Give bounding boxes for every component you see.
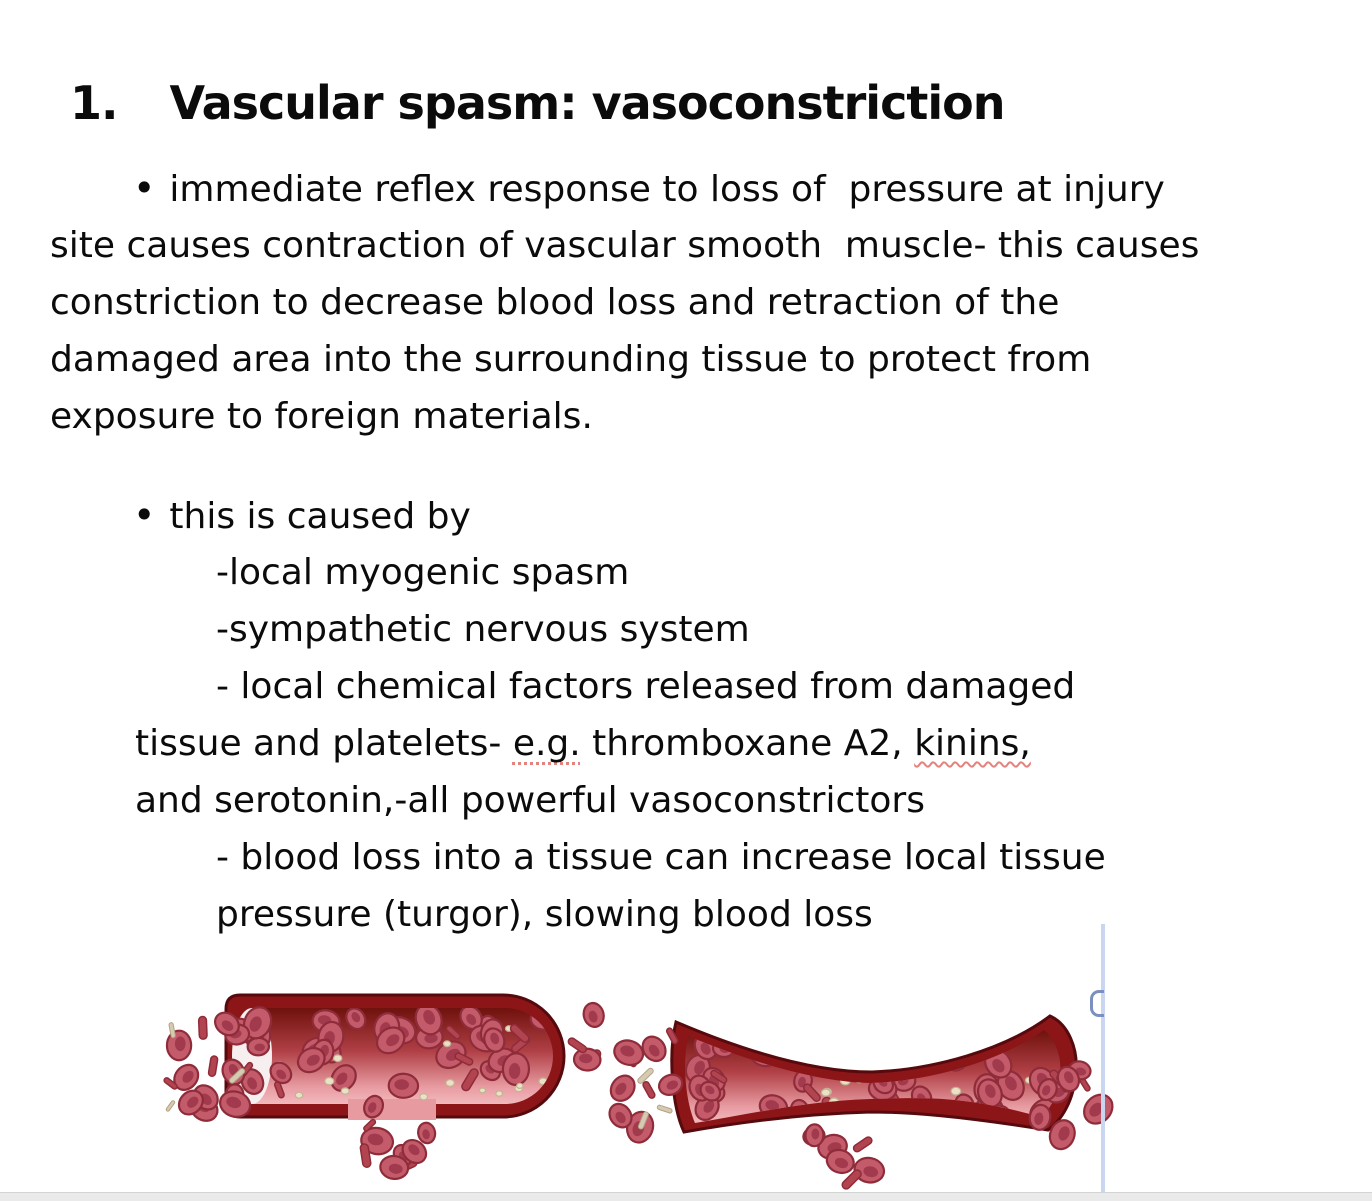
paragraph-line [50, 160, 1199, 217]
vertical-guide-line [1101, 924, 1105, 1200]
bullet-icon: • [133, 493, 156, 537]
page-title [40, 22, 1004, 130]
heading-number: 1. [70, 76, 118, 130]
list-intro-text: this is caused by [169, 496, 471, 537]
list-item-chemical-factors-wrap [50, 715, 1106, 772]
list-item-blood-loss: - blood loss into a tissue can increase local tissue [216, 837, 1106, 878]
list-item-chemical-factors: - local chemical factors released from damaged [216, 666, 1076, 707]
list-item-sympathetic: -sympathetic nervous system [216, 609, 750, 650]
paragraph-line: damaged area into the surrounding tissue to protect from [50, 339, 1092, 380]
spellcheck-wavy-word: kinins, [914, 723, 1031, 764]
paragraph-line: site causes contraction of vascular smooth muscle- this causes [50, 225, 1200, 266]
object-anchor-handle[interactable] [1090, 990, 1104, 1017]
list-item-chemical-factors-wrap2: and serotonin,-all powerful vasoconstrictors [135, 780, 925, 821]
spellcheck-dotted-word: e.g. [512, 723, 581, 764]
list-item-myogenic-spasm: -local myogenic spasm [216, 552, 630, 593]
list-intro-line [50, 487, 1106, 544]
blood-vessel-illustration [0, 920, 1372, 1200]
paragraph-vasoconstriction [50, 160, 1199, 445]
heading-text: Vascular spasm: vasoconstriction [169, 76, 1005, 130]
bullet-icon: • [133, 166, 156, 210]
paragraph-text: immediate reflex response to loss of pressure at injury [169, 169, 1165, 210]
list-item-blood-loss-wrap: pressure (turgor), slowing blood loss [216, 894, 873, 935]
list-item-text: tissue and platelets- [135, 723, 513, 764]
list-item-text: thromboxane A2, [580, 723, 915, 764]
paragraph-line: constriction to decrease blood loss and retraction of the [50, 282, 1060, 323]
paragraph-causes-list [50, 487, 1106, 943]
paragraph-line: exposure to foreign materials. [50, 396, 593, 437]
